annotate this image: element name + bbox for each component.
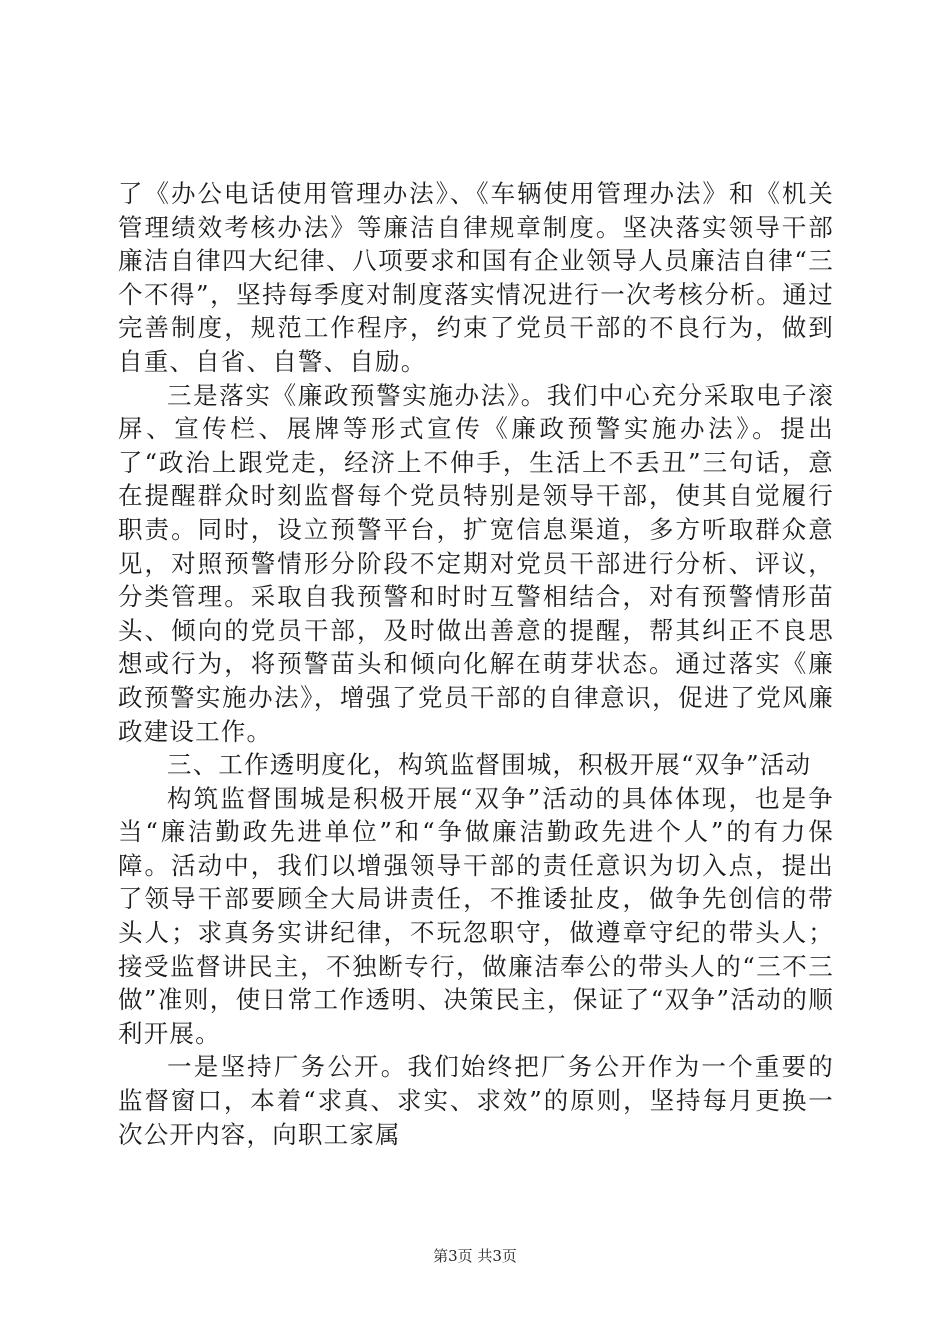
paragraph-supervision: 构筑监督围城是积极开展“双争”活动的具体体现，也是争当“廉洁勤政先进单位”和“争做廉洁勤政先进个人”的有力保障。活动中，我们以增强领导干部的责任意识为切入点，提出了领导干部要顾全大局讲责任，不推诿扯皮，做争先创信的带头人；求真务实讲纪律，不玩忽职守，做遵章守纪的带头人；接受监督讲民主，不独断专行，做廉洁奉公的带头人的“三不三做”准则，使日常工作透明、决策民主，保证了“双争”活动的顺利开展。 (118, 783, 834, 1048)
paragraph-continuation: 了《办公电话使用管理办法》、《车辆使用管理办法》和《机关管理绩效考核办法》等廉洁自律规章制度。坚决落实领导干部廉洁自律四大纪律、八项要求和国有企业领导人员廉洁自律“三个不得”，坚持每季度对制度落实情况进行一次考核分析。通过完善制度，规范工作程序，约束了党员干部的不良行为，做到自重、自省、自警、自励。 (118, 179, 834, 376)
paragraph-warning-measures: 三是落实《廉政预警实施办法》。我们中心充分采取电子滚屏、宣传栏、展牌等形式宣传《廉政预警实施办法》。提出了“政治上跟党走，经济上不伸手，生活上不丢丑”三句话，意在提醒群众时刻监督每个党员特别是领导干部，使其自觉履行职责。同时，设立预警平台，扩宽信息渠道，多方听取群众意见，对照预警情形分阶段不定期对党员干部进行分析、评议，分类管理。采取自我预警和时时互警相结合，对有预警情形苗头、倾向的党员干部，及时做出善意的提醒，帮其纠正不良思想或行为，将预警苗头和倾向化解在萌芽状态。通过落实《廉政预警实施办法》，增强了党员干部的自律意识，促进了党风廉政建设工作。 (118, 380, 834, 746)
document-body (118, 177, 834, 1151)
page-footer: 第3页 共3页 (433, 1247, 517, 1265)
paragraph-factory-affairs: 一是坚持厂务公开。我们始终把厂务公开作为一个重要的监督窗口，本着“求真、求实、求效”的原则，坚持每月更换一次公开内容，向职工家属 (118, 1052, 834, 1149)
section-heading: 三、工作透明度化，构筑监督围城，积极开展“双争”活动 (167, 750, 812, 780)
